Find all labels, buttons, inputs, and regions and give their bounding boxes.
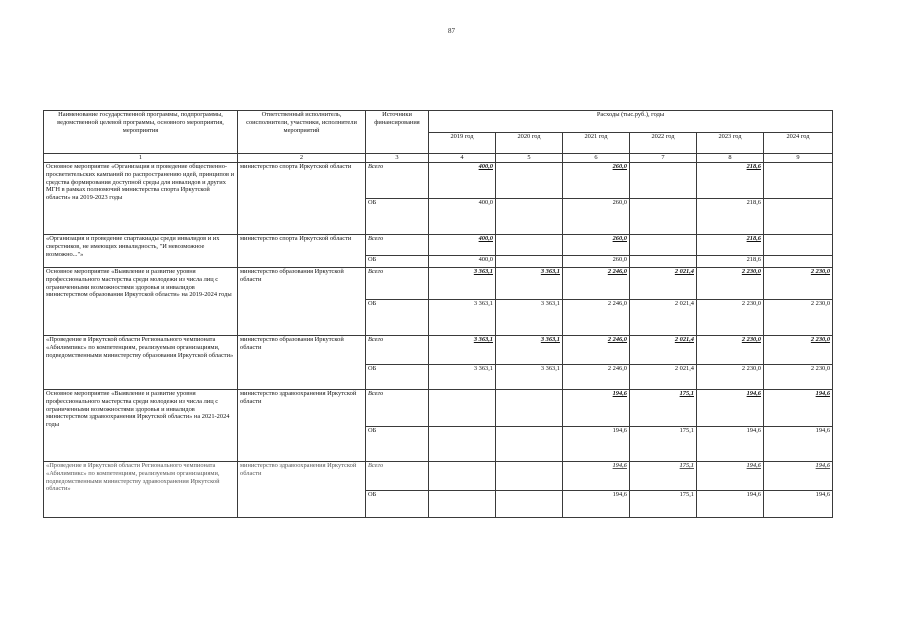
- column-number: 4: [429, 154, 496, 163]
- ob-value: 218,6: [697, 199, 764, 235]
- ob-value: [429, 427, 496, 462]
- total-value: 3 363,1: [496, 336, 563, 365]
- ob-value: 218,6: [697, 256, 764, 268]
- total-value: 175,1: [630, 462, 697, 491]
- row-responsible: министерство здравоохранения Иркутской области: [238, 390, 366, 462]
- table-row-total: [44, 268, 833, 300]
- ob-value: 194,6: [697, 491, 764, 518]
- total-value: 2 246,0: [563, 268, 630, 300]
- total-value: 2 230,0: [697, 268, 764, 300]
- column-number: 1: [44, 154, 238, 163]
- source-ob-label: ОБ: [366, 300, 429, 336]
- ob-value: 2 230,0: [764, 365, 833, 390]
- total-value: [496, 163, 563, 199]
- source-total-label: Всего: [366, 462, 429, 491]
- table-header: [44, 111, 833, 154]
- total-value: [630, 235, 697, 256]
- ob-value: 2 230,0: [764, 300, 833, 336]
- ob-value: 2 021,4: [630, 365, 697, 390]
- source-ob-label: ОБ: [366, 199, 429, 235]
- total-value: [429, 390, 496, 427]
- total-value: 2 021,4: [630, 268, 697, 300]
- header-year: 2023 год: [697, 133, 764, 154]
- header-responsible: Ответственный исполнитель, соисполнители, участники, исполнители мероприятий: [238, 111, 366, 154]
- total-value: [496, 390, 563, 427]
- ob-value: 194,6: [697, 427, 764, 462]
- header-year: 2024 год: [764, 133, 833, 154]
- total-value: 400,0: [429, 163, 496, 199]
- total-value: [764, 235, 833, 256]
- total-value: 3 363,1: [429, 336, 496, 365]
- ob-value: 260,0: [563, 199, 630, 235]
- header-sources: Источники финансирования: [366, 111, 429, 154]
- ob-value: 194,6: [563, 491, 630, 518]
- total-value: 175,1: [630, 390, 697, 427]
- total-value: 2 230,0: [697, 336, 764, 365]
- total-value: [764, 163, 833, 199]
- column-number: 5: [496, 154, 563, 163]
- total-value: 400,0: [429, 235, 496, 256]
- ob-value: 194,6: [764, 491, 833, 518]
- column-number: 3: [366, 154, 429, 163]
- total-value: 194,6: [563, 390, 630, 427]
- source-total-label: Всего: [366, 390, 429, 427]
- ob-value: [630, 256, 697, 268]
- source-ob-label: ОБ: [366, 365, 429, 390]
- ob-value: 400,0: [429, 256, 496, 268]
- row-name: «Проведение в Иркутской области Регионального чемпионата «Абилимпикс» по компетенциям, реализуемым организациями, подведомственными министерству здравоохранения Иркутской области»: [44, 462, 238, 518]
- column-number: 9: [764, 154, 833, 163]
- row-name: Основное мероприятие «Выявление и развитие уровня профессионального мастерства среди молодежи из числа лиц с ограниченными возможностями здоровья и инвалидов министерством образования Иркутской области» на 2019-2024 годы: [44, 268, 238, 336]
- ob-value: 2 246,0: [563, 300, 630, 336]
- table-body: [44, 154, 833, 518]
- row-responsible: министерство образования Иркутской области: [238, 336, 366, 390]
- source-ob-label: ОБ: [366, 427, 429, 462]
- ob-value: 260,0: [563, 256, 630, 268]
- total-value: [496, 235, 563, 256]
- row-name: «Организация и проведение спартакиады среди инвалидов и их сверстников, не имеющих инвалидность, "И невозможное возможно..."»: [44, 235, 238, 268]
- row-responsible: министерство образования Иркутской области: [238, 268, 366, 336]
- ob-value: [496, 256, 563, 268]
- total-value: 218,6: [697, 163, 764, 199]
- total-value: 2 246,0: [563, 336, 630, 365]
- ob-value: 2 230,0: [697, 365, 764, 390]
- column-number: 2: [238, 154, 366, 163]
- header-name: Наименование государственной программы, подпрограммы, ведомственной целевой программы, основного мероприятия, мероприятия: [44, 111, 238, 154]
- source-total-label: Всего: [366, 268, 429, 300]
- total-value: 194,6: [697, 390, 764, 427]
- ob-value: 175,1: [630, 427, 697, 462]
- total-value: 2 230,0: [764, 268, 833, 300]
- header-year: 2022 год: [630, 133, 697, 154]
- ob-value: 194,6: [563, 427, 630, 462]
- header-expenses: Расходы (тыс.руб.), годы: [429, 111, 833, 133]
- ob-value: 175,1: [630, 491, 697, 518]
- ob-value: 194,6: [764, 427, 833, 462]
- column-number-row: [44, 154, 833, 163]
- table-row-total: [44, 235, 833, 256]
- total-value: 3 363,1: [496, 268, 563, 300]
- header-year: 2020 год: [496, 133, 563, 154]
- ob-value: 3 363,1: [429, 300, 496, 336]
- ob-value: 3 363,1: [429, 365, 496, 390]
- ob-value: 2 021,4: [630, 300, 697, 336]
- total-value: 194,6: [764, 390, 833, 427]
- ob-value: [764, 256, 833, 268]
- column-number: 7: [630, 154, 697, 163]
- source-total-label: Всего: [366, 336, 429, 365]
- total-value: 218,6: [697, 235, 764, 256]
- row-name: Основное мероприятие «Организация и проведение общественно-просветительских кампаний по распространению идей, принципов и средства формирования доступной среды для инвалидов и других МГН в рамках полномочий министерства спорта Иркутской области» на 2019-2023 годы: [44, 163, 238, 235]
- column-number: 8: [697, 154, 764, 163]
- total-value: 2 230,0: [764, 336, 833, 365]
- total-value: [429, 462, 496, 491]
- ob-value: 2 246,0: [563, 365, 630, 390]
- total-value: 260,0: [563, 163, 630, 199]
- ob-value: [764, 199, 833, 235]
- header-year: 2019 год: [429, 133, 496, 154]
- ob-value: [496, 491, 563, 518]
- row-responsible: министерство спорта Иркутской области: [238, 235, 366, 268]
- page-number: 87: [448, 27, 455, 35]
- total-value: 194,6: [563, 462, 630, 491]
- header-year: 2021 год: [563, 133, 630, 154]
- total-value: 194,6: [697, 462, 764, 491]
- total-value: 194,6: [764, 462, 833, 491]
- ob-value: [429, 491, 496, 518]
- ob-value: [496, 427, 563, 462]
- ob-value: 3 363,1: [496, 365, 563, 390]
- total-value: 260,0: [563, 235, 630, 256]
- row-responsible: министерство спорта Иркутской области: [238, 163, 366, 235]
- column-number: 6: [563, 154, 630, 163]
- ob-value: 2 230,0: [697, 300, 764, 336]
- row-responsible: министерство здравоохранения Иркутской области: [238, 462, 366, 518]
- table-row-total: [44, 336, 833, 365]
- row-name: Основное мероприятие «Выявление и развитие уровня профессионального мастерства среди молодежи из числа лиц с ограниченными возможностями здоровья и инвалидов министерством здравоохранения Иркутской области» на 2021-2024 годы: [44, 390, 238, 462]
- source-total-label: Всего: [366, 235, 429, 256]
- total-value: [630, 163, 697, 199]
- total-value: 2 021,4: [630, 336, 697, 365]
- ob-value: [630, 199, 697, 235]
- table-row-total: [44, 390, 833, 427]
- ob-value: 400,0: [429, 199, 496, 235]
- row-name: «Проведение в Иркутской области Регионального чемпионата «Абилимпикс» по компетенциям, реализуемым организациями, подведомственными министерству образования Иркутской области»: [44, 336, 238, 390]
- table-row-total: [44, 163, 833, 199]
- source-ob-label: ОБ: [366, 256, 429, 268]
- source-ob-label: ОБ: [366, 491, 429, 518]
- total-value: [496, 462, 563, 491]
- ob-value: [496, 199, 563, 235]
- ob-value: 3 363,1: [496, 300, 563, 336]
- table-row-total: [44, 462, 833, 491]
- source-total-label: Всего: [366, 163, 429, 199]
- budget-table: [43, 110, 833, 518]
- total-value: 3 363,1: [429, 268, 496, 300]
